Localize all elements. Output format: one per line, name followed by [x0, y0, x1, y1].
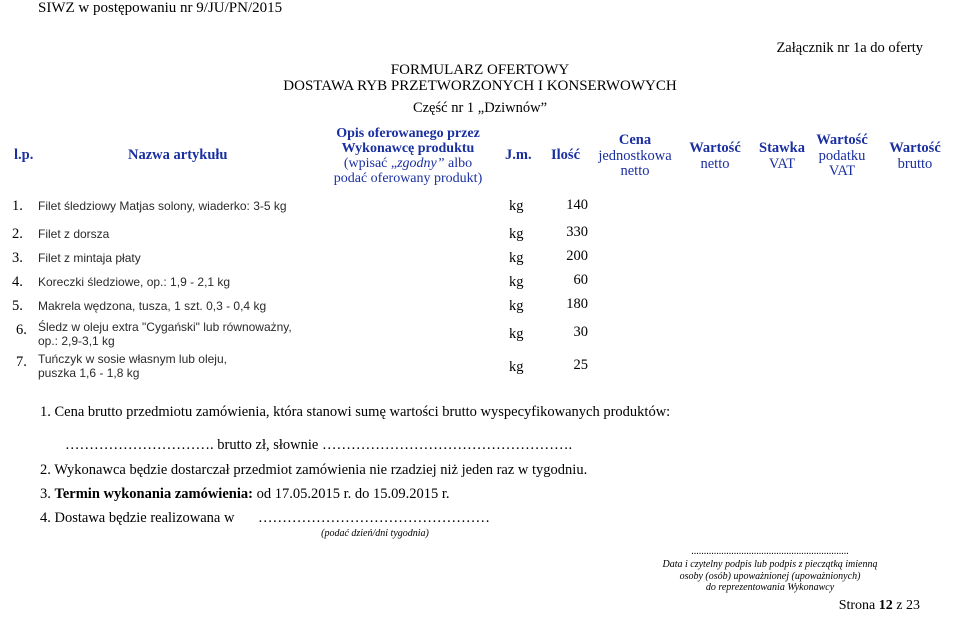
row-7-no: 7.	[16, 354, 27, 370]
row-6-unit: kg	[509, 326, 524, 342]
row-6-qty: 30	[573, 324, 588, 340]
row-6-no: 6.	[16, 322, 27, 338]
row-6-name-line2: op.: 2,9-3,1 kg	[38, 334, 115, 348]
note-delivery-frequency: 2. Wykonawca będzie dostarczał przedmiot zamówienia nie rzadziej niż jeden raz w tygodniu.	[40, 462, 588, 478]
col-net-value: Wartość netto	[689, 140, 741, 172]
note-delivery-days-hint: (podać dzień/dni tygodnia)	[321, 528, 429, 539]
row-3-qty: 200	[566, 248, 588, 264]
form-title: FORMULARZ OFERTOWY	[390, 62, 570, 78]
row-7-name-line1: Tuńczyk w sosie własnym lub oleju,	[38, 352, 227, 366]
col-unit-price: Cena jednostkowa netto	[598, 132, 672, 179]
form-subtitle: DOSTAWA RYB PRZETWORZONYCH I KONSERWOWYCH	[283, 78, 677, 94]
page-total: 23	[906, 598, 920, 613]
row-2-qty: 330	[566, 224, 588, 240]
col-description-line3: (wpisać „zgodny” albo	[343, 156, 473, 171]
row-3-name: Filet z mintaja płaty	[38, 251, 141, 265]
row-1-unit: kg	[509, 198, 524, 214]
note-delivery-days: 4. Dostawa będzie realizowana w	[40, 510, 235, 526]
part-label: Część nr 1 „Dziwnów”	[412, 100, 548, 116]
col-description-line2: Wykonawcę produktu	[341, 141, 475, 156]
page-number: 12	[878, 598, 893, 613]
note-delivery-days-line: …………………………………………	[258, 510, 490, 526]
col-name: Nazwa artykułu	[128, 147, 228, 163]
signature-dots: ...............................................................	[691, 546, 849, 557]
col-unit: J.m.	[505, 147, 532, 163]
note-gross-price: 1. Cena brutto przedmiotu zamówienia, która stanowi sumę wartości brutto wyspecyfikowanych produktów:	[40, 404, 671, 420]
col-vat-rate: Stawka VAT	[759, 140, 805, 172]
col-description	[318, 126, 498, 186]
row-5-unit: kg	[509, 298, 524, 314]
row-5-name: Makrela wędzona, tusza, 1 szt. 0,3 - 0,4 kg	[38, 299, 267, 313]
col-vat-value: Wartość podatku VAT	[816, 132, 868, 179]
col-description-line4: podać oferowany produkt)	[333, 171, 483, 186]
row-5-no: 5.	[12, 298, 23, 314]
row-1-qty: 140	[566, 197, 588, 213]
row-1-no: 1.	[12, 198, 23, 214]
row-3-unit: kg	[509, 250, 524, 266]
row-3-no: 3.	[12, 250, 23, 266]
row-7-name	[38, 352, 227, 380]
col-qty: Ilość	[551, 147, 580, 163]
row-7-qty: 25	[573, 357, 588, 373]
document-header-left: SIWZ w postępowaniu nr 9/JU/PN/2015	[38, 0, 283, 16]
row-4-qty: 60	[573, 272, 588, 288]
note-gross-price-line: …………………………. brutto zł, słownie …………………………………………….	[65, 437, 573, 453]
col-lp: l.p.	[14, 147, 34, 163]
row-2-no: 2.	[12, 226, 23, 242]
row-7-unit: kg	[509, 359, 524, 375]
page-footer: Strona 12 z 23	[838, 598, 920, 613]
row-4-unit: kg	[509, 274, 524, 290]
row-1-name: Filet śledziowy Matjas solony, wiaderko: 3-5 kg	[38, 199, 287, 213]
row-2-name: Filet z dorsza	[38, 227, 110, 241]
row-2-unit: kg	[509, 226, 524, 242]
signature-caption: Data i czytelny podpis lub podpis z pieczątką imienną osoby (osób) upoważnionej (upoważnionych) do reprezentowania Wykonawcy	[662, 559, 878, 593]
col-description-line1: Opis oferowanego przez	[336, 126, 480, 141]
row-4-no: 4.	[12, 274, 23, 290]
row-6-name	[38, 320, 292, 348]
row-7-name-line2: puszka 1,6 - 1,8 kg	[38, 366, 140, 380]
row-6-name-line1: Śledz w oleju extra "Cygański" lub równoważny,	[38, 320, 292, 334]
note-completion-term: 3. Termin wykonania zamówienia: od 17.05.2015 r. do 15.09.2015 r.	[40, 486, 450, 502]
row-5-qty: 180	[566, 296, 588, 312]
document-header-right: Załącznik nr 1a do oferty	[776, 40, 923, 56]
row-4-name: Koreczki śledziowe, op.: 1,9 - 2,1 kg	[38, 275, 231, 289]
col-gross-value: Wartość brutto	[889, 140, 941, 172]
